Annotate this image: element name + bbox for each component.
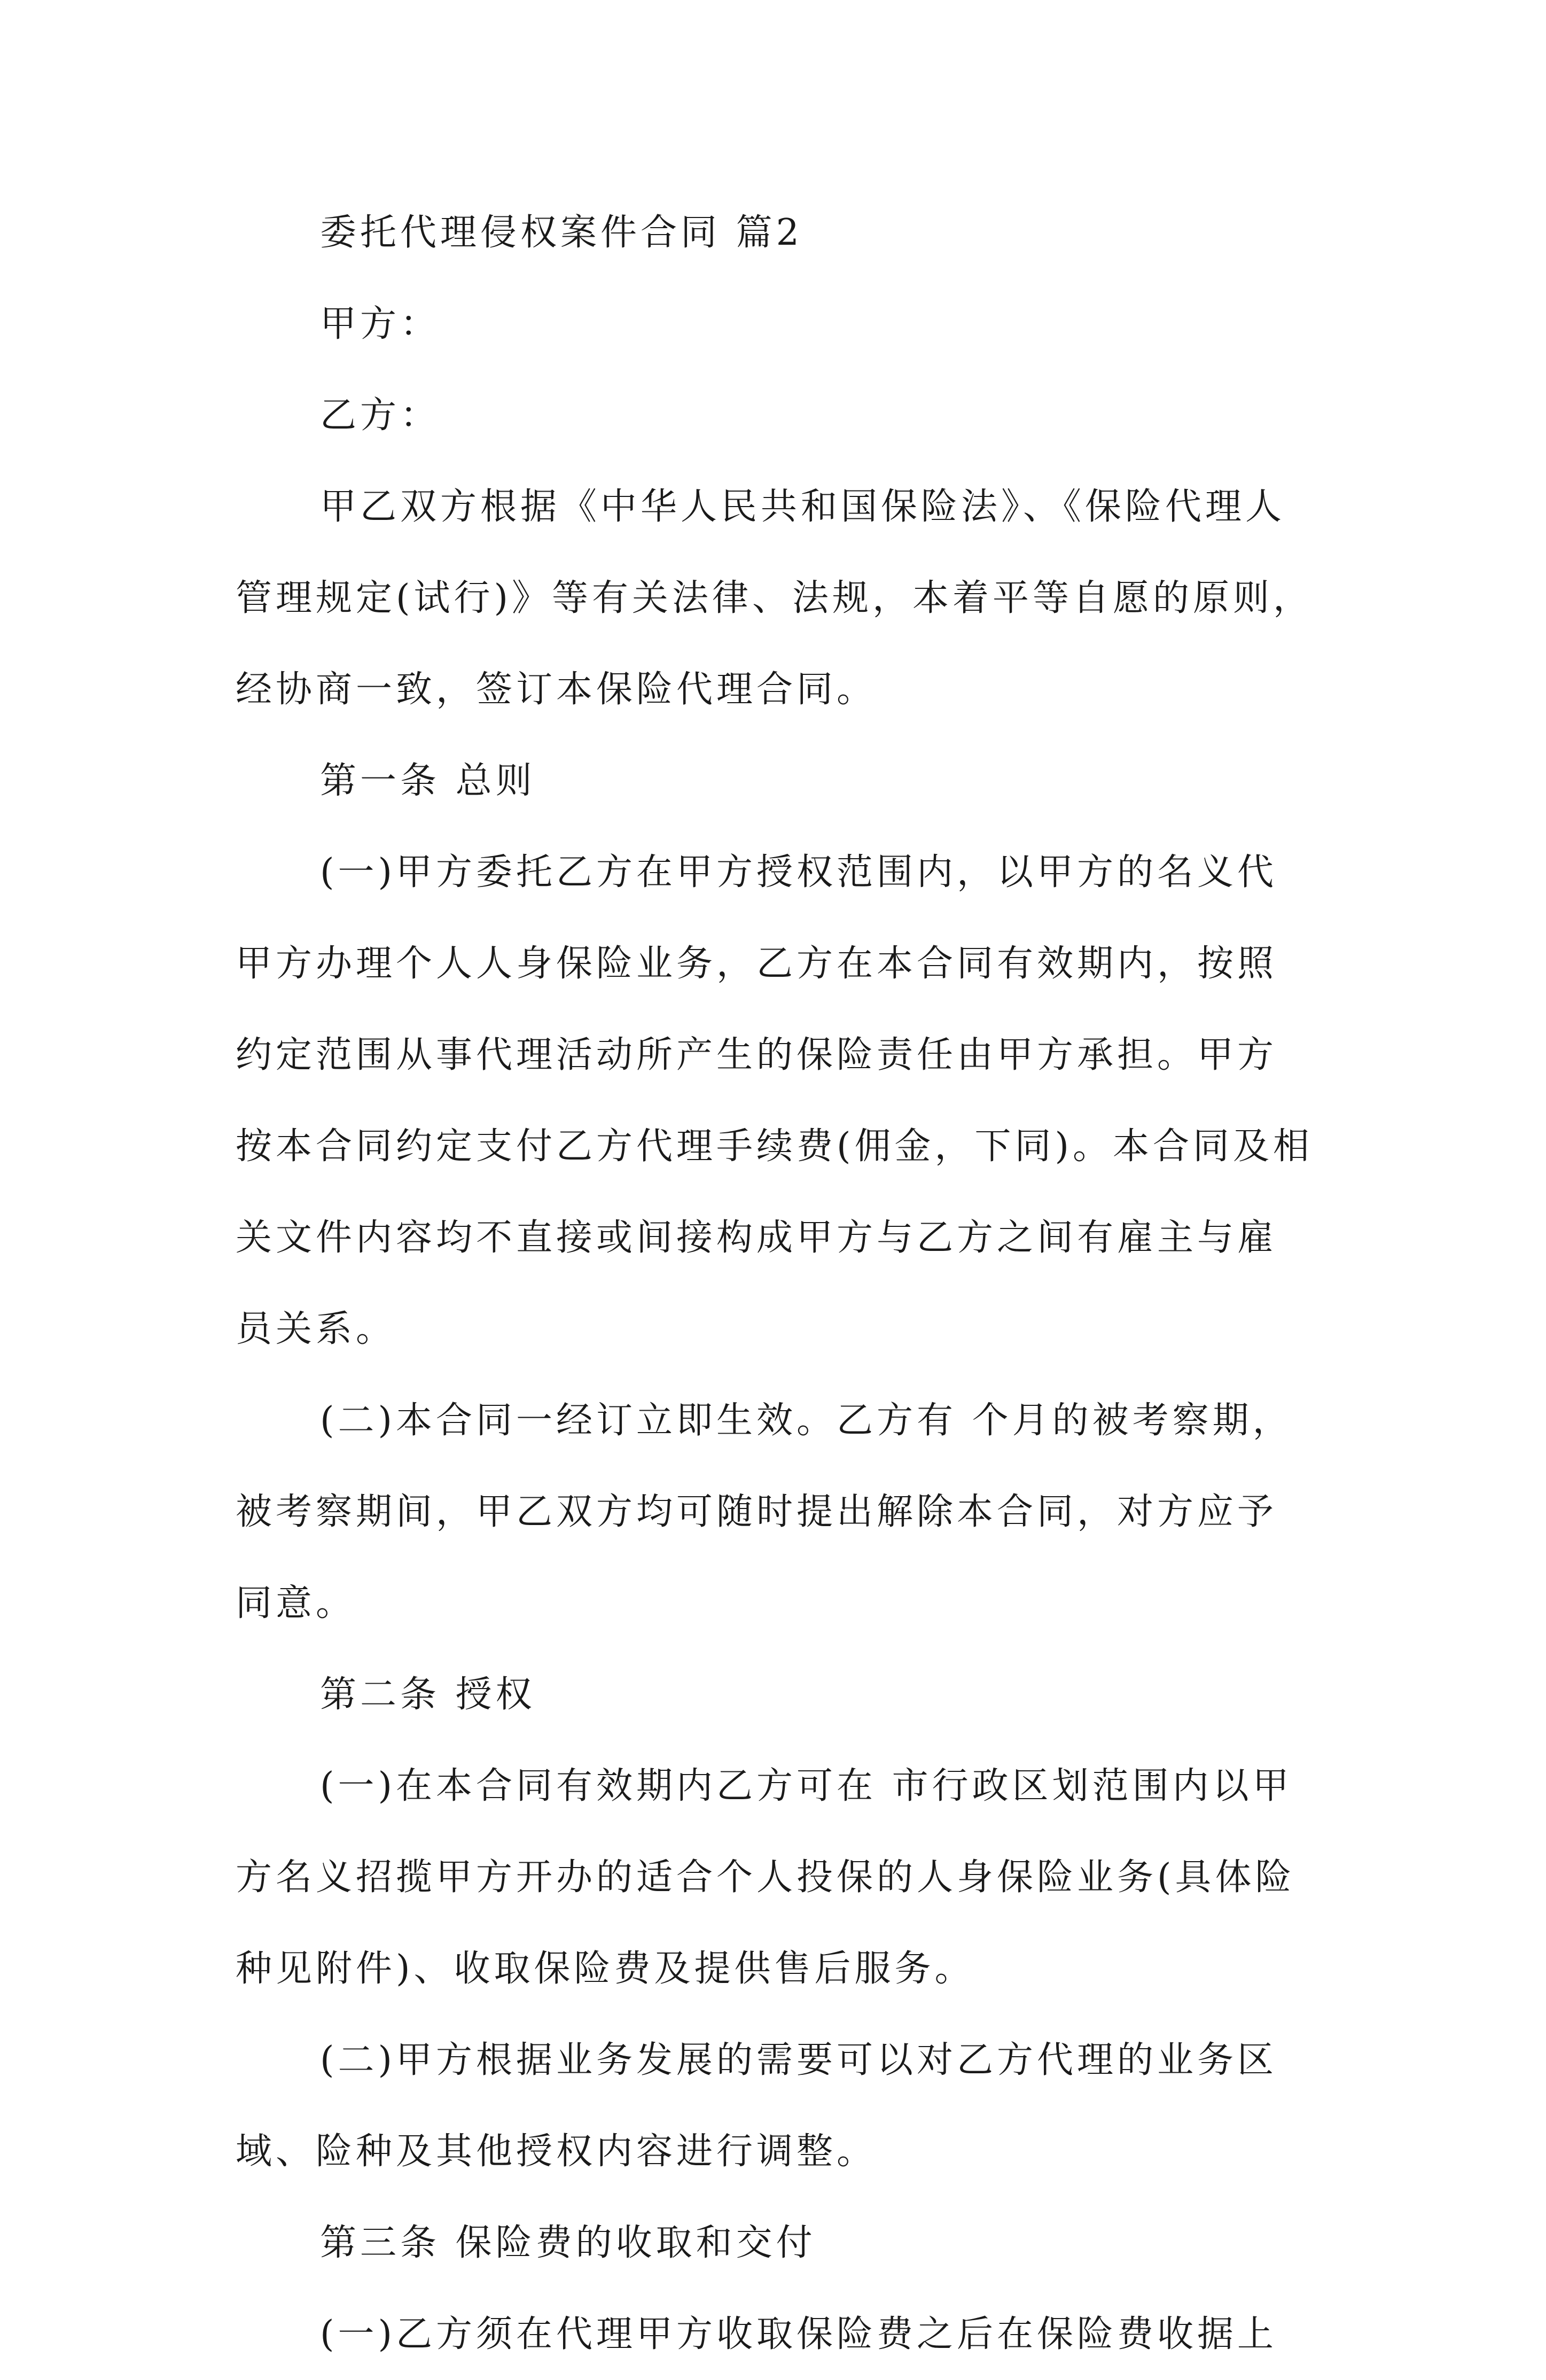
- document-body: [236, 187, 1315, 2380]
- article-1-clause-2: (二)本合同一经订立即生效。乙方有 个月的被考察期，被考察期间，甲乙双方均可随时提出解除本合同，对方应予同意。: [236, 1399, 1293, 1624]
- party-b-line: 乙方：: [320, 394, 441, 437]
- article-3-title: 第三条 保险费的收取和交付: [320, 2222, 816, 2264]
- article-3-clause-1: (一)乙方须在代理甲方收取保险费之后在保险费收据上: [320, 2313, 1278, 2355]
- article-2-clause-2: (二)甲方根据业务发展的需要可以对乙方代理的业务区域、险种及其他授权内容进行调整。: [236, 2039, 1278, 2173]
- document-heading: 委托代理侵权案件合同 篇2: [320, 212, 803, 254]
- article-1-title: 第一条 总则: [320, 760, 536, 802]
- article-2-clause-1: (一)在本合同有效期内乙方可在 市行政区划范围内以甲方名义招揽甲方开办的适合个人投保的人身保险业务(具体险种见附件)、收取保险费及提供售后服务。: [236, 1765, 1295, 1990]
- article-2-title: 第二条 授权: [320, 1674, 536, 1716]
- preamble-paragraph: 甲乙双方根据《中华人民共和国保险法》、《保险代理人管理规定(试行)》等有关法律、法规，本着平等自愿的原则，经协商一致，签订本保险代理合同。: [236, 486, 1314, 711]
- article-1-clause-1: (一)甲方委托乙方在甲方授权范围内，以甲方的名义代甲方办理个人人身保险业务，乙方在本合同有效期内，按照约定范围从事代理活动所产生的保险责任由甲方承担。甲方按本合同约定支付乙方代理手续费(佣金，下同)。本合同及相关文件内容均不直接或间接构成甲方与乙方之间有雇主与雇员关系。: [236, 851, 1314, 1350]
- party-a-line: 甲方：: [320, 303, 441, 345]
